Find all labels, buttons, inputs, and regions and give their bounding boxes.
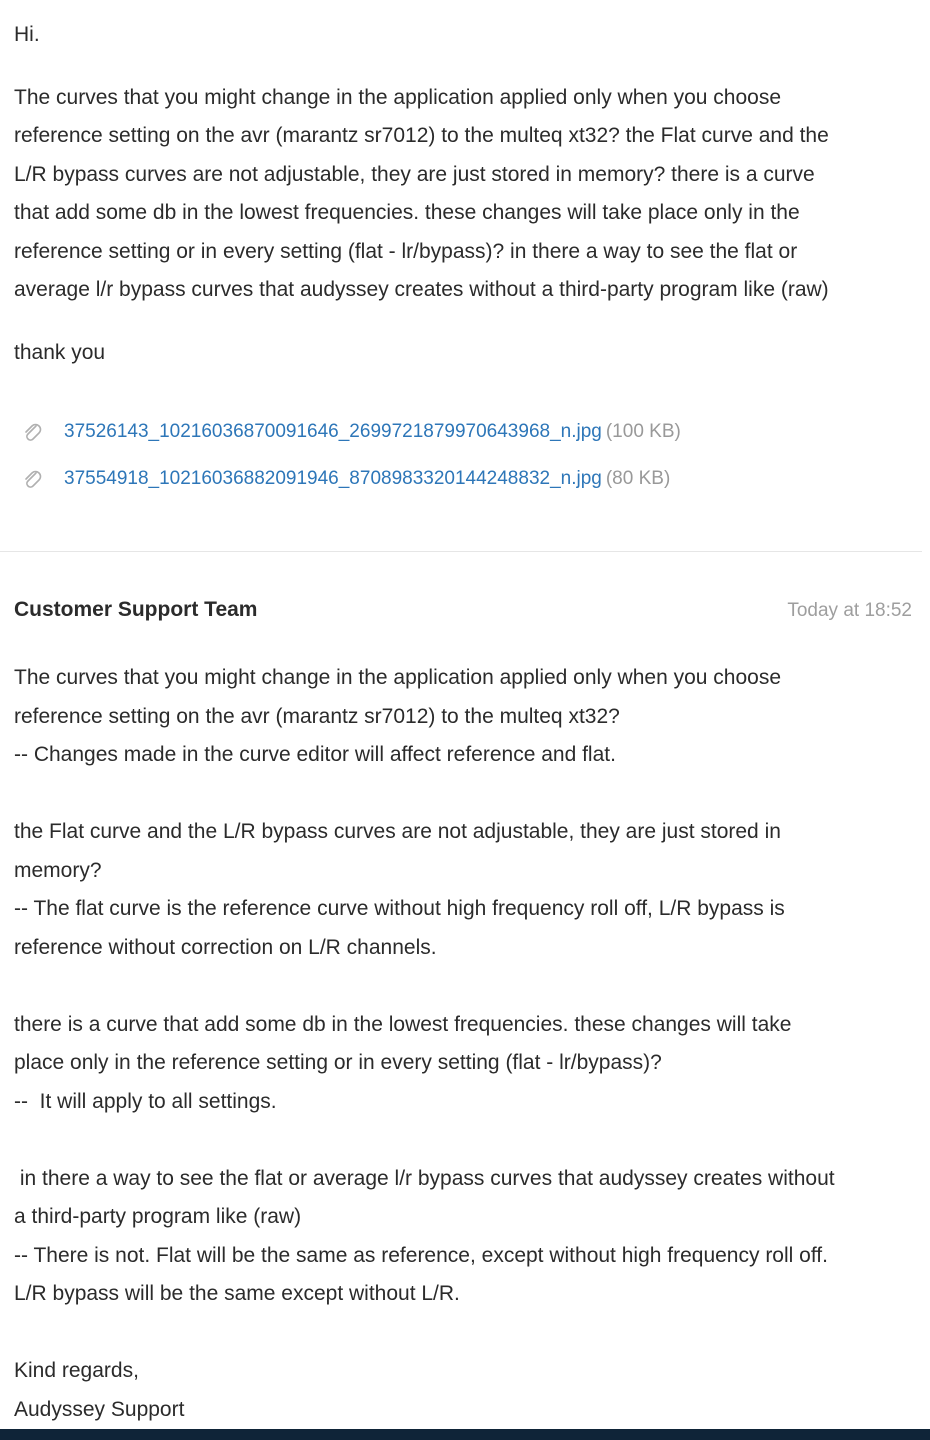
reply-line: the Flat curve and the L/R bypass curves are not adjustable, they are just stored in <box>14 820 781 843</box>
reply-line: reference without correction on L/R channels. <box>14 935 437 959</box>
reply-line: Audyssey Support <box>14 1397 185 1421</box>
message-greeting: Hi. <box>14 23 40 46</box>
paperclip-icon <box>22 468 42 490</box>
attachment-size: (100 KB) <box>605 420 681 442</box>
reply-author: Customer Support Team <box>14 598 258 621</box>
attachment-item <box>22 408 681 455</box>
reply-line: Kind regards, <box>14 1359 139 1382</box>
reply-line: memory? <box>14 858 102 882</box>
message-divider <box>0 551 922 552</box>
message-line: reference setting on the avr (marantz sr7012) to the multeq xt32? the Flat curve and the <box>14 124 829 147</box>
reply-timestamp: Today at 18:52 <box>787 600 912 621</box>
reply-line: there is a curve that add some db in the lowest frequencies. these changes will take <box>14 1012 792 1036</box>
blank-line <box>14 1121 914 1160</box>
customer-message <box>14 16 914 396</box>
attachment-list <box>22 408 681 502</box>
reply-line: The curves that you might change in the application applied only when you choose <box>14 666 781 689</box>
blank-line <box>14 967 914 1006</box>
reply-line: -- Changes made in the curve editor will affect reference and flat. <box>14 743 616 766</box>
blank-line <box>14 775 914 814</box>
message-line: L/R bypass curves are not adjustable, they are just stored in memory? there is a curve <box>14 162 815 186</box>
bottom-bar <box>0 1429 930 1440</box>
message-line: average l/r bypass curves that audyssey creates without a third-party program like (raw) <box>14 278 829 301</box>
reply-line: in there a way to see the flat or average l/r bypass curves that audyssey creates without <box>14 1166 835 1190</box>
message-body <box>14 79 914 310</box>
reply-line: place only in the reference setting or in every setting (flat - lr/bypass)? <box>14 1051 662 1074</box>
message-line: reference setting or in every setting (flat - lr/bypass)? in there a way to see the flat or <box>14 239 798 263</box>
attachment-item <box>22 455 681 502</box>
attachment-link[interactable]: 37554918_10216036882091946_8708983320144248832_n.jpg <box>64 467 602 489</box>
message-line: that add some db in the lowest frequencies. these changes will take place only in the <box>14 201 800 224</box>
reply-line: -- There is not. Flat will be the same as reference, except without high frequency roll off. <box>14 1243 828 1267</box>
message-closing: thank you <box>14 340 106 364</box>
reply-line: reference setting on the avr (marantz sr7012) to the multeq xt32? <box>14 704 620 728</box>
reply-header <box>14 598 912 622</box>
reply-line: L/R bypass will be the same except without L/R. <box>14 1282 460 1305</box>
message-line: The curves that you might change in the application applied only when you choose <box>14 85 781 109</box>
paperclip-icon <box>22 421 42 443</box>
reply-line: a third-party program like (raw) <box>14 1205 302 1228</box>
blank-line <box>14 1314 914 1353</box>
attachment-size: (80 KB) <box>605 467 671 489</box>
reply-line: -- It will apply to all settings. <box>14 1089 277 1113</box>
reply-body <box>14 659 914 1429</box>
reply-line: -- The flat curve is the reference curve without high frequency roll off, L/R bypass is <box>14 897 785 920</box>
attachment-link[interactable]: 37526143_10216036870091646_2699721879970643968_n.jpg <box>64 420 602 442</box>
